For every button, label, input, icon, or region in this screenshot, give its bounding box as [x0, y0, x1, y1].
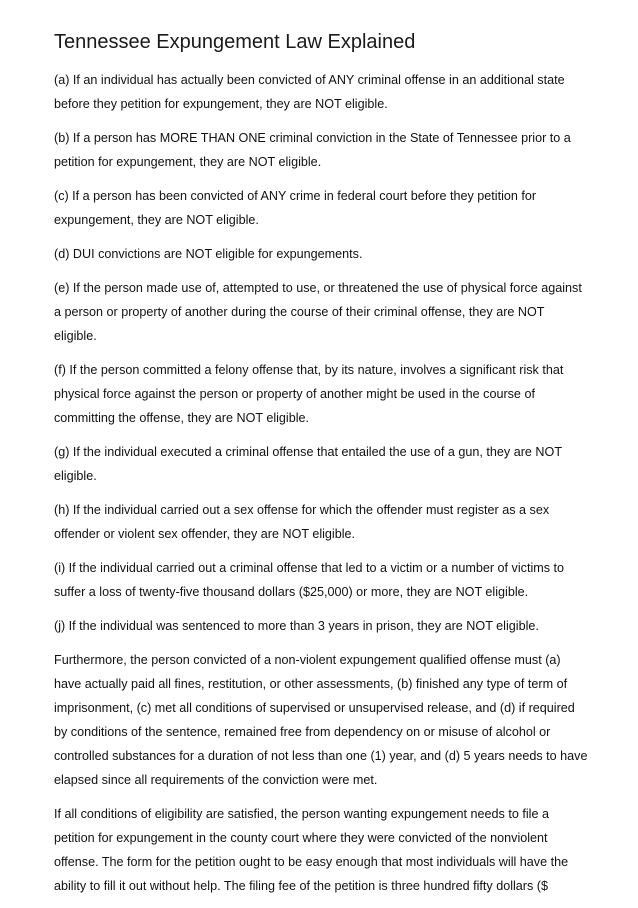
paragraph-j: (j) If the individual was sentenced to more than 3 years in prison, they are NOT eligible. [54, 619, 539, 633]
paragraph-f: (f) If the person committed a felony offense that, by its nature, involves a significant risk that physical force against the person or property of another might be used in the course of committing the offense, they are NOT eligible. [54, 363, 564, 425]
paragraph-e: (e) If the person made use of, attempted to use, or threatened the use of physical force against a person or property of another during the course of their criminal offense, they are NOT eligible. [54, 281, 582, 343]
document-title: Tennessee Expungement Law Explained [54, 31, 416, 53]
paragraph-i: (i) If the individual carried out a criminal offense that led to a victim or a number of victims to suffer a loss of twenty-five thousand dollars ($25,000) or more, they are NOT eligible. [54, 561, 565, 599]
paragraph-h: (h) If the individual carried out a sex offense for which the offender must register as a sex offender or violent sex offender, they are NOT eligible. [54, 503, 550, 541]
paragraph-d: (d) DUI convictions are NOT eligible for expungements. [54, 247, 363, 261]
paragraph-furthermore: Furthermore, the person convicted of a non-violent expungement qualified offense must (a) have actually paid all fines, restitution, or other assessments, (b) finished any type of term of imprisonment, (c) met all conditions of supervised or unsupervised release, and (d) if required by conditions of the sentence, remained free from dependency on or misuse of alcohol or controlled substances for a duration of not less than one (1) year, and (d) 5 years needs to have elapsed since all requirements of the conviction were met. [54, 653, 588, 787]
paragraph-g: (g) If the individual executed a criminal offense that entailed the use of a gun, they are NOT eligible. [54, 445, 562, 483]
paragraph-b: (b) If a person has MORE THAN ONE criminal conviction in the State of Tennessee prior to a petition for expungement, they are NOT eligible. [54, 131, 571, 169]
paragraph-c: (c) If a person has been convicted of ANY crime in federal court before they petition for expungement, they are NOT eligible. [54, 189, 537, 227]
paragraph-a: (a) If an individual has actually been convicted of ANY criminal offense in an additional state before they petition for expungement, they are NOT eligible. [54, 73, 565, 111]
paragraph-filing: If all conditions of eligibility are satisfied, the person wanting expungement needs to file a petition for expungement in the county court where they were convicted of the nonviolent offense. The form for the petition ought to be easy enough that most individuals will have the ability to fill it out without help. The filing fee of the petition is three hundred fifty dollars ($ [54, 807, 569, 893]
document-page [54, 30, 589, 908]
